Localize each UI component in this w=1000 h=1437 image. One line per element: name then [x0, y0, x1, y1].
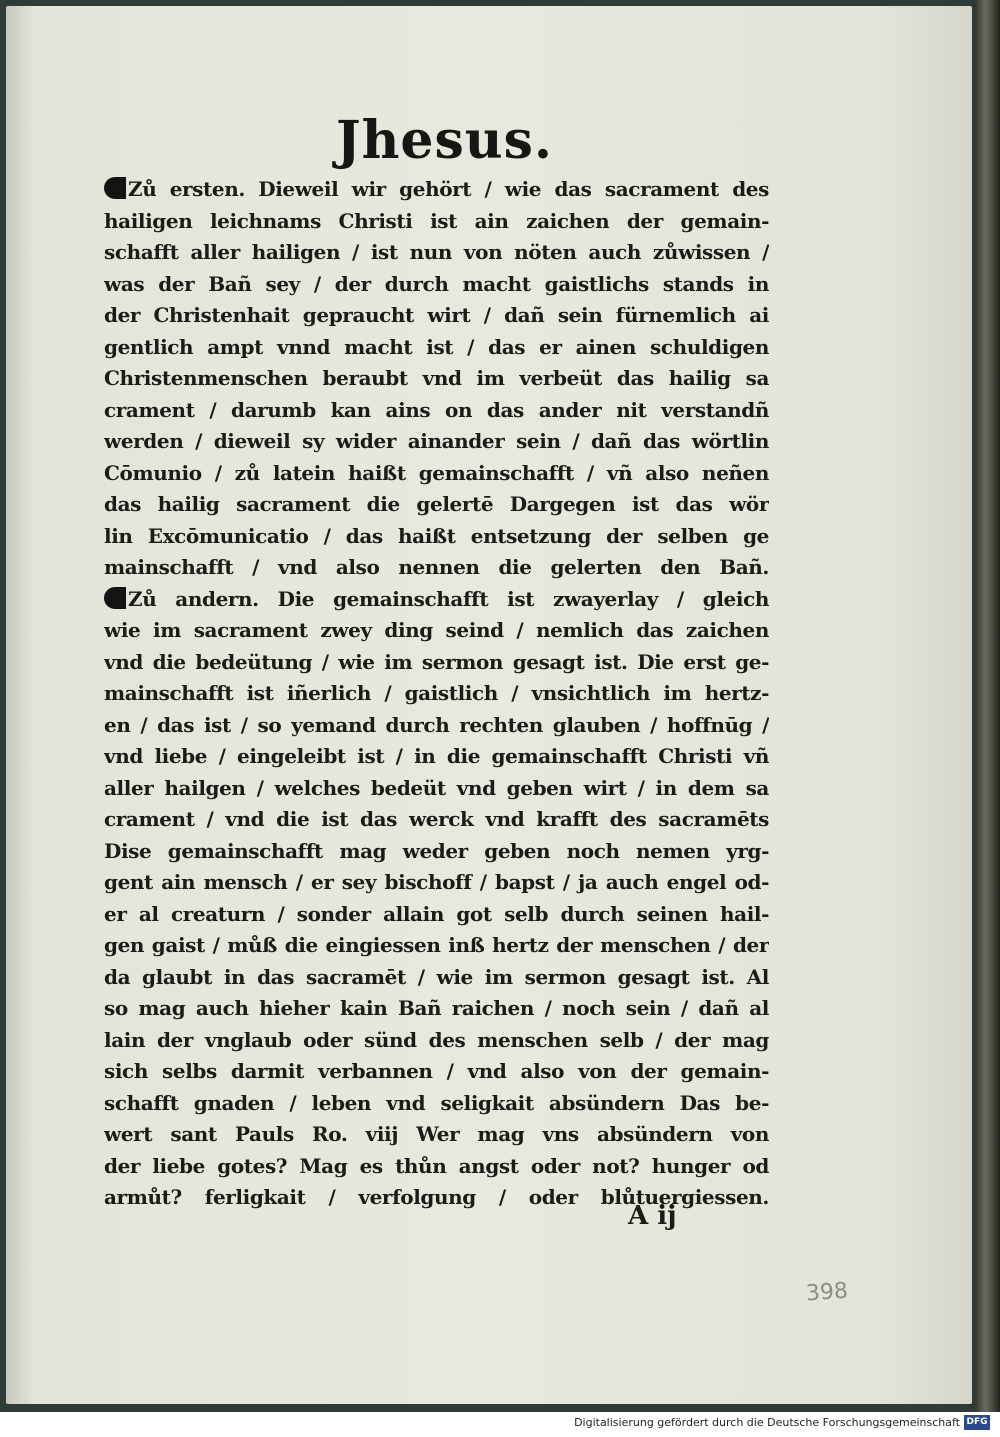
- text-line: schafft gnaden / leben vnd seligkait absündern Das be-: [104, 1090, 769, 1115]
- text-line: was der Bañ sey / der durch macht gaistlichs stands in: [104, 271, 769, 296]
- text-line: crament / darumb kan ains on das ander nit verstandñ: [104, 397, 769, 422]
- book-edge: [976, 0, 1000, 1412]
- text-block: [104, 174, 769, 1214]
- text-line: wert sant Pauls Ro. viij Wer mag vns absündern von: [104, 1122, 769, 1146]
- text-line: schafft aller hailigen / ist nun von nöten auch zůwissen /: [104, 240, 769, 264]
- text-line: [104, 174, 769, 206]
- page-title: Jhesus.: [336, 110, 553, 171]
- text-line: mainschafft / vnd also nennen die gelerten den Bañ.: [104, 555, 769, 579]
- text-line: der Christenhait gepraucht wirt / dañ sein fürnemlich ai: [104, 303, 769, 327]
- paragraph-mark-icon: [104, 177, 126, 199]
- funding-credit: Digitalisierung gefördert durch die Deutsche Forschungsgemeinschaft: [574, 1416, 960, 1429]
- text-line: das hailig sacrament die gelertē Dargegen ist das wör: [104, 492, 769, 516]
- text-line: sich selbs darmit verbannen / vnd also von der gemain-: [104, 1059, 769, 1083]
- text-line: gen gaist / můß die eingiessen inß hertz der menschen / der: [104, 933, 769, 957]
- text-line: lin Excōmunicatio / das haißt entsetzung der selben ge: [104, 523, 769, 548]
- text-line: gentlich ampt vnnd macht ist / das er ainen schuldigen: [104, 334, 769, 359]
- text-line: aller hailgen / welches bedeüt vnd geben wirt / in dem sa: [104, 775, 769, 800]
- text-line: crament / vnd die ist das werck vnd krafft des sacramēts: [104, 807, 769, 831]
- text-line: so mag auch hieher kain Bañ raichen / noch sein / dañ al: [104, 996, 769, 1020]
- paper-page: [6, 6, 972, 1404]
- text-line: hailigen leichnams Christi ist ain zaichen der gemain-: [104, 208, 769, 233]
- text-line: armůt? ferligkait / verfolgung / oder blůtuergiessen.: [104, 1185, 769, 1209]
- text-line: lain der vnglaub oder sünd des menschen selb / der mag: [104, 1027, 769, 1052]
- text-line: der liebe gotes? Mag es thůn angst oder not? hunger od: [104, 1153, 769, 1178]
- text-line: vnd die bedeütung / wie im sermon gesagt ist. Die erst ge-: [104, 649, 769, 674]
- text-line-content: Zů ersten. Dieweil wir gehört / wie das sacrament des: [128, 177, 769, 201]
- text-line: wie im sacrament zwey ding seind / nemlich das zaichen: [104, 618, 769, 642]
- text-line: mainschafft ist iñerlich / gaistlich / vnsichtlich im hertz-: [104, 681, 769, 705]
- text-line-content: Zů andern. Die gemainschafft ist zwayerlay / gleich: [128, 586, 769, 611]
- paragraph-mark-icon: [104, 587, 126, 609]
- text-line: vnd liebe / eingeleibt ist / in die gemainschafft Christi vñ: [104, 744, 769, 768]
- text-line: Dise gemainschafft mag weder geben noch nemen yrg-: [104, 838, 769, 863]
- text-line: er al creaturn / sonder allain got selb durch seinen hail-: [104, 901, 769, 926]
- text-line: en / das ist / so yemand durch rechten glauben / hoffnūg /: [104, 712, 769, 737]
- text-line: Christenmenschen beraubt vnd im verbeüt das hailig sa: [104, 366, 769, 390]
- dfg-logo: DFG: [964, 1415, 990, 1430]
- footer-bar: [0, 1412, 1000, 1437]
- text-line: werden / dieweil sy wider ainander sein / dañ das wörtlin: [104, 429, 769, 453]
- text-line: Cōmunio / zů latein haißt gemainschafft / vñ also neñen: [104, 460, 769, 485]
- signature-mark: A ij: [628, 1201, 677, 1231]
- text-line: da glaubt in das sacramēt / wie im sermon gesagt ist. Al: [104, 964, 769, 989]
- pencil-folio-note: 398: [805, 1278, 849, 1307]
- text-line: gent ain mensch / er sey bischoff / bapst / ja auch engel od-: [104, 870, 769, 894]
- text-line: [104, 584, 769, 616]
